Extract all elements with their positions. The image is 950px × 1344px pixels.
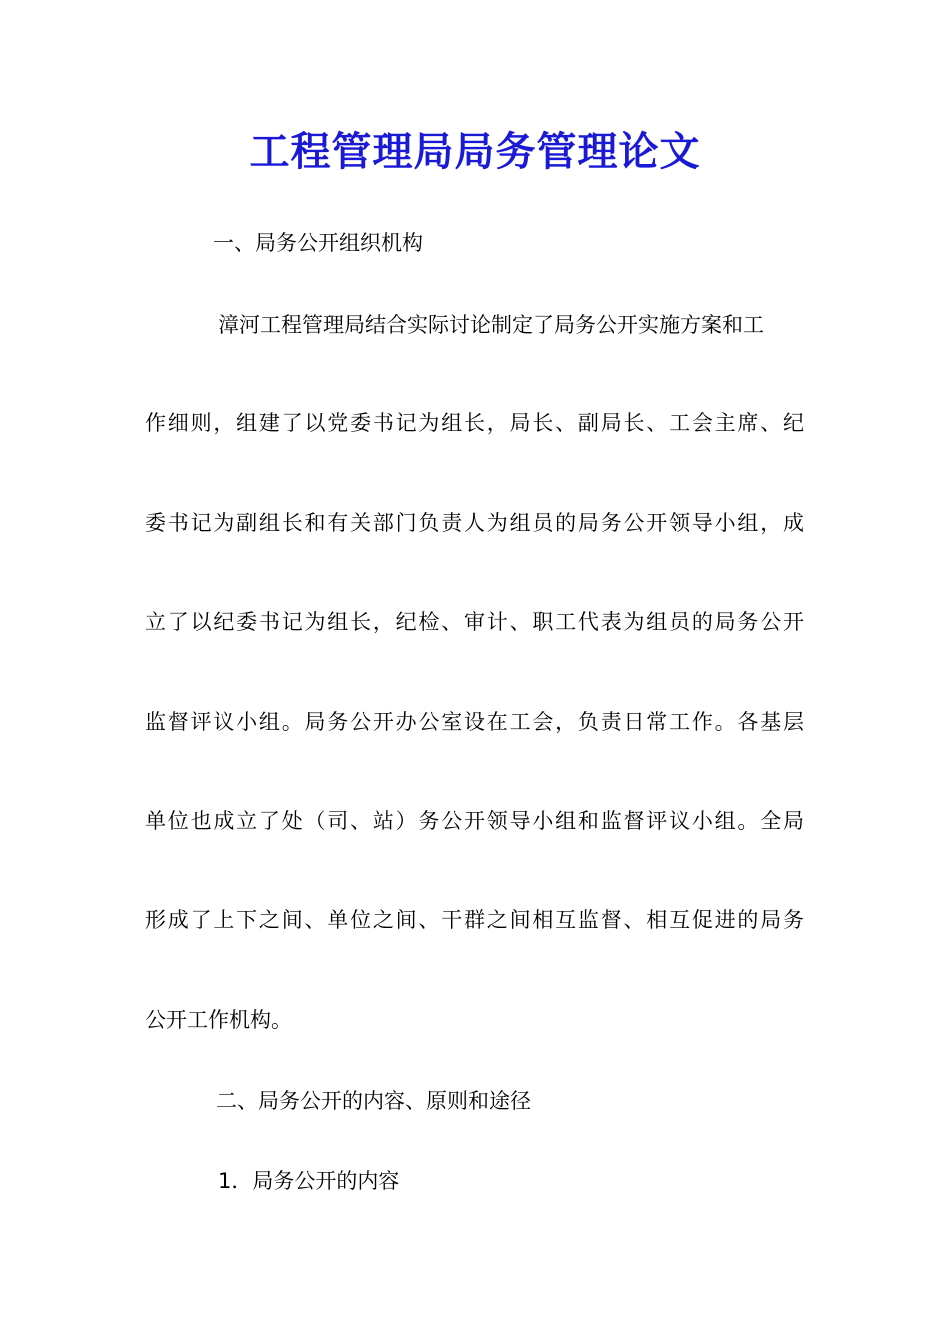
paragraph-line: 形成了上下之间、单位之间、干群之间相互监督、相互促进的局务	[145, 908, 804, 932]
paragraph-line: 漳河工程管理局结合实际讨论制定了局务公开实施方案和工	[218, 313, 764, 337]
section-heading: 一、局务公开组织机构	[213, 231, 423, 255]
paragraph-line: 公开工作机构。	[145, 1008, 292, 1032]
paragraph-line: 监督评议小组。局务公开办公室设在工会，负责日常工作。各基层	[145, 710, 804, 734]
paragraph-line: 委书记为副组长和有关部门负责人为组员的局务公开领导小组，成	[145, 511, 804, 535]
paragraph-line: 单位也成立了处（司、站）务公开领导小组和监督评议小组。全局	[145, 809, 804, 833]
paragraph-line: 作细则，组建了以党委书记为组长，局长、副局长、工会主席、纪	[145, 411, 804, 435]
document-title: 工程管理局局务管理论文	[249, 128, 701, 175]
section-heading: 二、局务公开的内容、原则和途径	[216, 1089, 531, 1113]
paragraph-line: 立了以纪委书记为组长，纪检、审计、职工代表为组员的局务公开	[145, 610, 804, 634]
subsection-heading: 1．局务公开的内容	[218, 1169, 400, 1193]
